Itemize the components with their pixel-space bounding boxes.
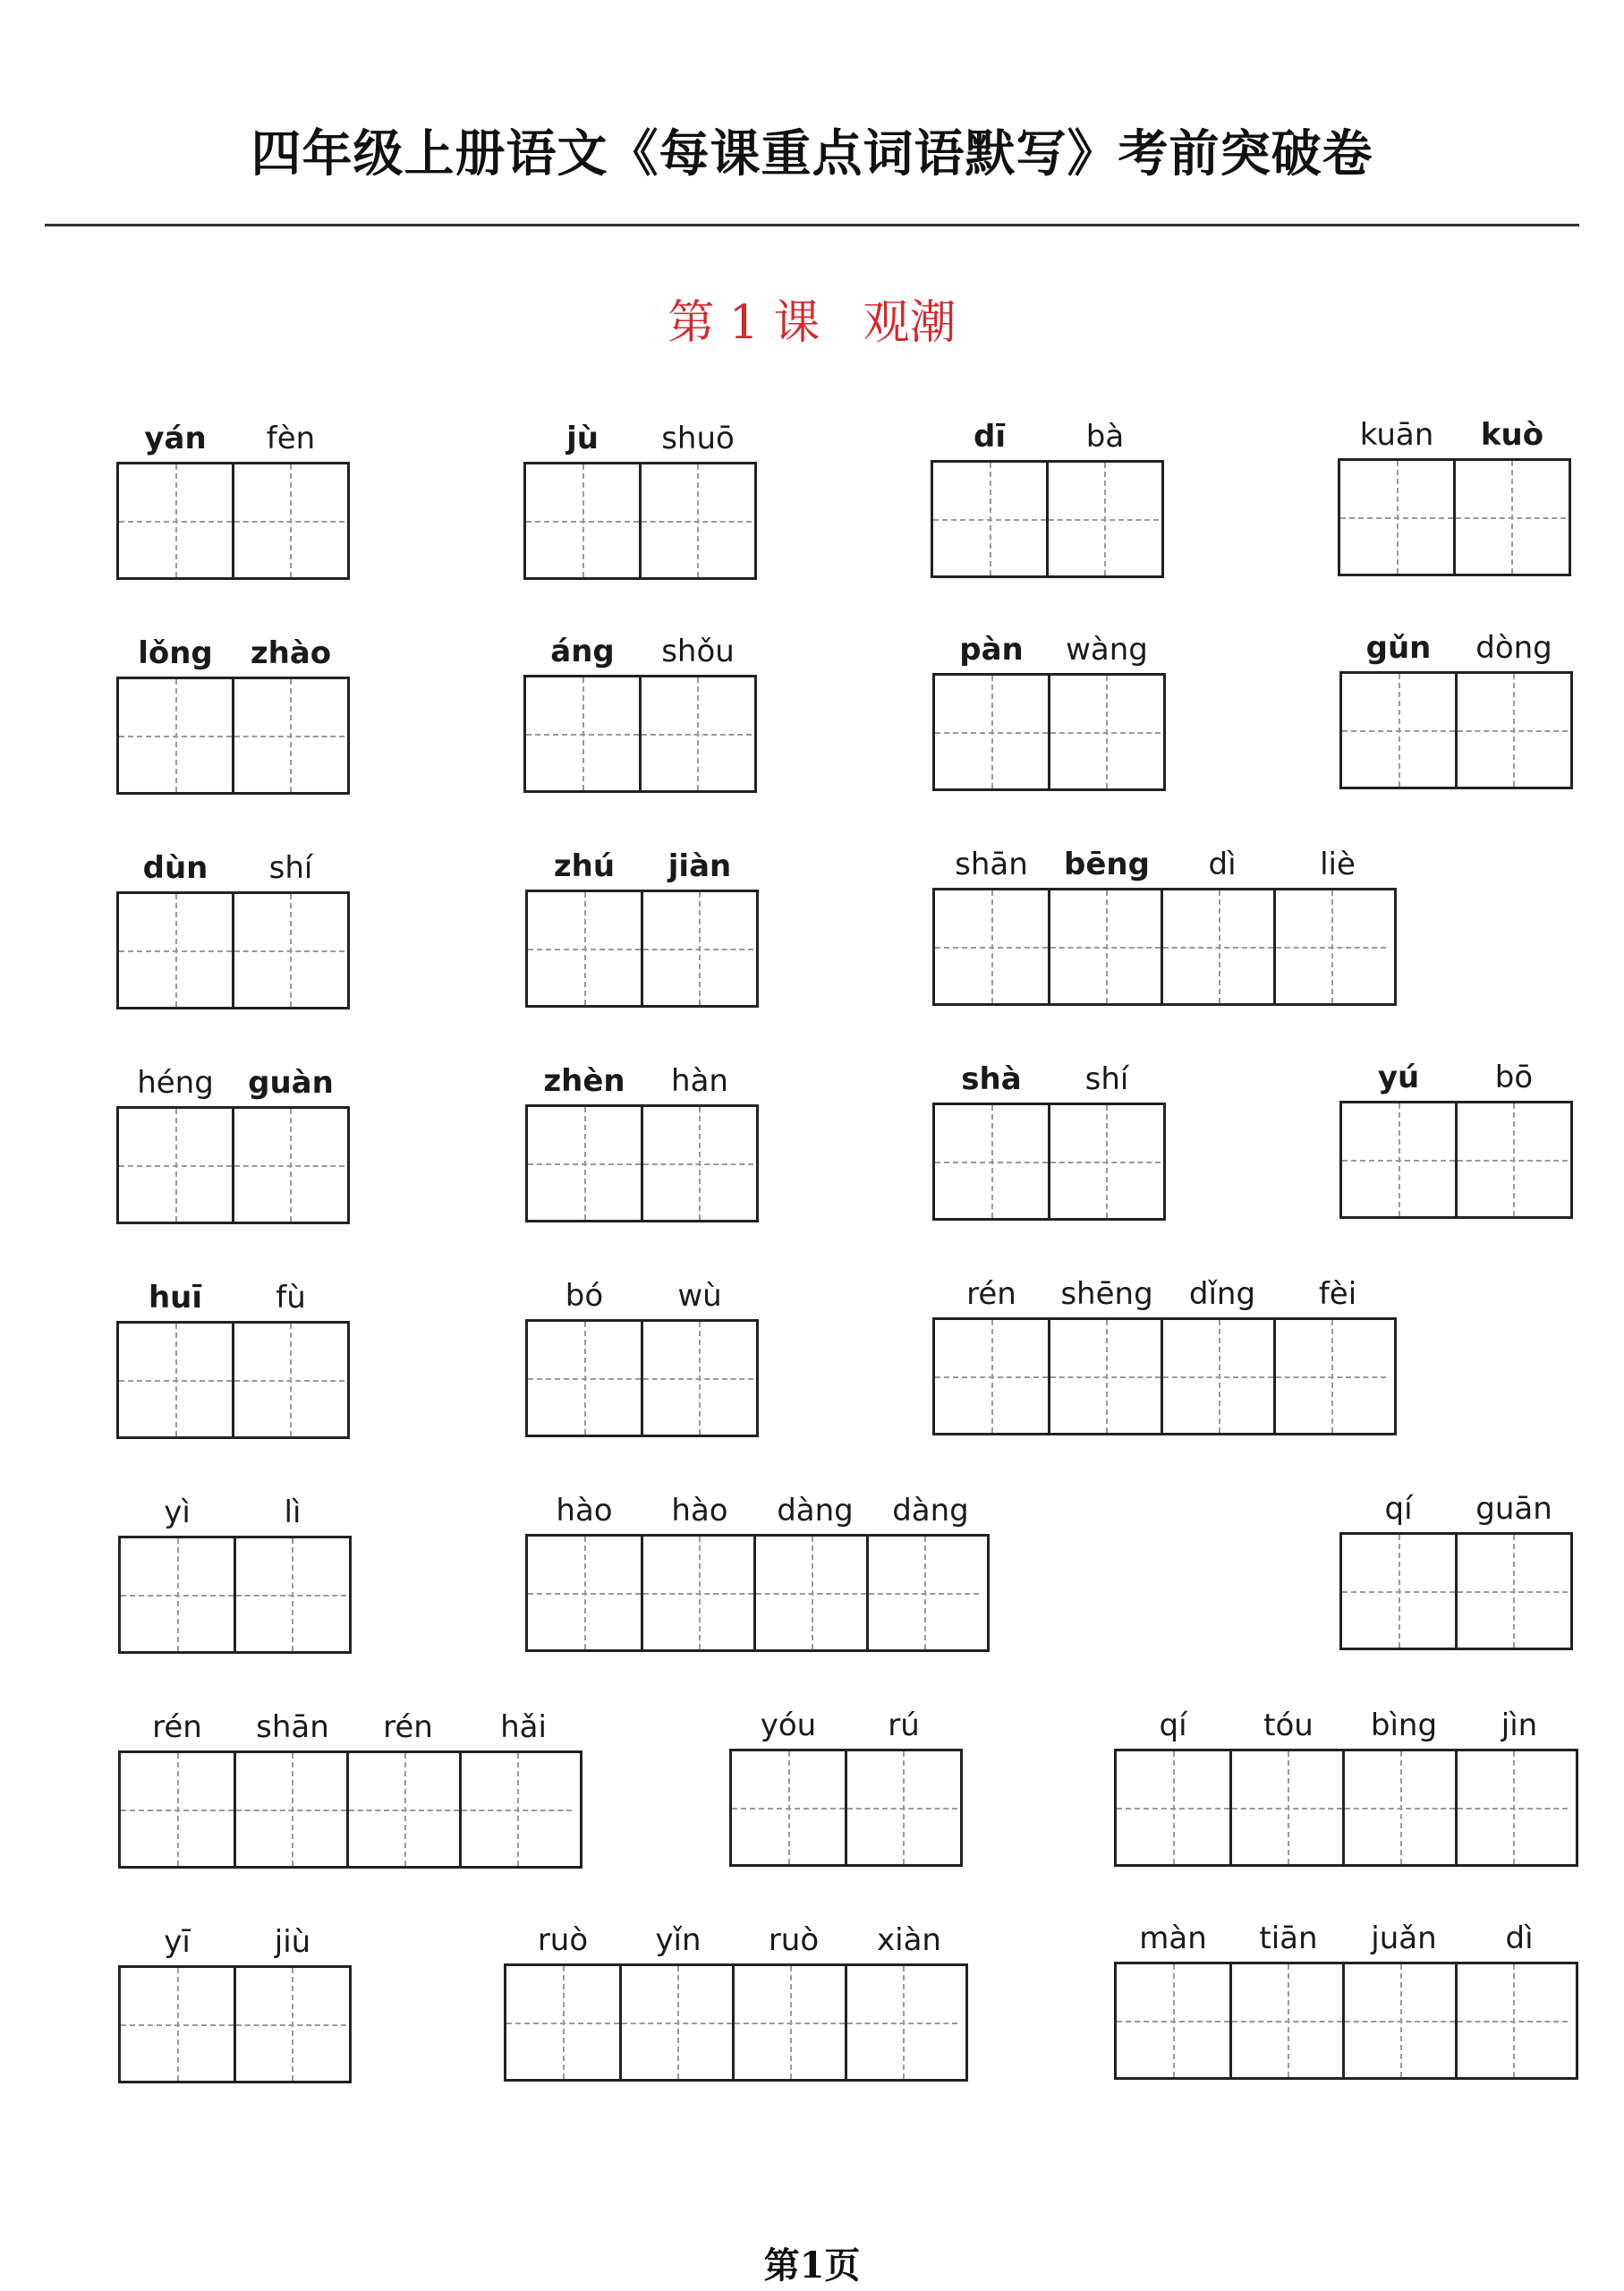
word-item xyxy=(525,839,759,1008)
pinyin-label: kuò xyxy=(1480,417,1544,453)
writing-cell[interactable] xyxy=(346,1753,459,1866)
pinyin-label: lǒng xyxy=(138,635,213,671)
pinyin-label: yì xyxy=(164,1495,191,1530)
writing-cell[interactable] xyxy=(641,892,753,1005)
writing-cell[interactable] xyxy=(234,1753,346,1866)
pinyin-row xyxy=(525,1269,759,1319)
writing-cell[interactable] xyxy=(935,890,1048,1003)
writing-cell[interactable] xyxy=(1273,890,1386,1003)
pinyin-row xyxy=(525,1484,990,1534)
pinyin-row xyxy=(1114,1912,1578,1962)
writing-cell[interactable] xyxy=(1048,1105,1161,1218)
pinyin-row xyxy=(525,839,759,890)
writing-grid xyxy=(118,1536,352,1654)
pinyin-label: dùn xyxy=(142,850,208,886)
pinyin-label: dì xyxy=(1505,1921,1534,1956)
word-item xyxy=(525,1269,759,1437)
writing-cell[interactable] xyxy=(1342,674,1455,787)
writing-cell[interactable] xyxy=(639,464,752,577)
pinyin-label: wù xyxy=(677,1278,722,1314)
pinyin-row xyxy=(116,412,350,462)
writing-cell[interactable] xyxy=(526,677,639,790)
pinyin-label: fèn xyxy=(266,421,316,456)
writing-cell[interactable] xyxy=(1048,890,1161,1003)
pinyin-label: tiān xyxy=(1259,1921,1318,1956)
writing-cell[interactable] xyxy=(119,1324,232,1436)
pinyin-label: yī xyxy=(164,1924,191,1960)
word-item xyxy=(525,1484,990,1652)
pinyin-label: yóu xyxy=(760,1708,817,1743)
writing-cell[interactable] xyxy=(528,1322,641,1435)
writing-cell[interactable] xyxy=(619,1966,732,2079)
writing-cell[interactable] xyxy=(119,894,232,1007)
pinyin-label: hào xyxy=(556,1493,613,1529)
writing-grid xyxy=(525,890,759,1008)
pinyin-row xyxy=(729,1699,963,1749)
word-item xyxy=(1338,408,1571,576)
pinyin-row xyxy=(523,625,757,675)
writing-cell[interactable] xyxy=(866,1537,979,1649)
pinyin-label: ruò xyxy=(768,1922,820,1958)
writing-cell[interactable] xyxy=(1340,461,1453,574)
pinyin-row xyxy=(116,626,350,677)
writing-cell[interactable] xyxy=(1342,1751,1455,1864)
word-item xyxy=(116,1271,350,1439)
pinyin-label: yán xyxy=(144,421,207,456)
pinyin-label: juǎn xyxy=(1371,1921,1437,1956)
pinyin-label: zhào xyxy=(250,635,332,671)
pinyin-label: dǐng xyxy=(1188,1276,1256,1312)
word-item xyxy=(118,1700,582,1869)
pinyin-label: héng xyxy=(137,1065,214,1101)
writing-cell[interactable] xyxy=(1342,1964,1455,2077)
writing-cell[interactable] xyxy=(528,892,641,1005)
writing-cell[interactable] xyxy=(1455,1964,1568,2077)
pinyin-label: shuō xyxy=(661,421,735,456)
pinyin-label: rén xyxy=(383,1709,433,1745)
writing-grid xyxy=(118,1965,352,2083)
word-item xyxy=(729,1699,963,1867)
word-item xyxy=(116,412,350,580)
writing-cell[interactable] xyxy=(1342,1535,1455,1648)
pinyin-label: shí xyxy=(1084,1061,1129,1097)
pinyin-row xyxy=(1339,621,1573,671)
writing-cell[interactable] xyxy=(119,464,232,577)
writing-grid xyxy=(932,888,1397,1006)
word-item xyxy=(1339,1482,1573,1650)
pinyin-row xyxy=(932,623,1166,673)
writing-cell[interactable] xyxy=(1117,1751,1229,1864)
pinyin-label: guān xyxy=(1475,1491,1552,1527)
writing-cell[interactable] xyxy=(232,464,344,577)
pinyin-label: hào xyxy=(671,1493,728,1529)
writing-grid xyxy=(1339,671,1573,789)
writing-grid xyxy=(729,1749,963,1867)
pinyin-label: pàn xyxy=(959,632,1024,668)
word-item xyxy=(116,626,350,795)
pinyin-label: rén xyxy=(966,1276,1016,1312)
writing-grid xyxy=(118,1750,582,1869)
writing-grid xyxy=(932,673,1166,791)
pinyin-label: màn xyxy=(1139,1921,1207,1956)
writing-cell[interactable] xyxy=(1229,1964,1342,2077)
writing-grid xyxy=(1114,1749,1578,1867)
writing-cell[interactable] xyxy=(1117,1964,1229,2077)
writing-cell[interactable] xyxy=(232,1109,344,1222)
pinyin-label: wàng xyxy=(1066,632,1148,668)
pinyin-label: huī xyxy=(148,1280,203,1316)
writing-cell[interactable] xyxy=(732,1751,845,1864)
pinyin-label: xiàn xyxy=(877,1922,941,1958)
title-divider xyxy=(45,224,1579,226)
writing-cell[interactable] xyxy=(641,1107,753,1220)
pinyin-label: hǎi xyxy=(500,1709,547,1745)
word-item xyxy=(1339,1051,1573,1219)
page-title: 四年级上册语文《每课重点词语默写》考前突破卷 xyxy=(251,124,1373,183)
writing-cell[interactable] xyxy=(845,1966,957,2079)
writing-cell[interactable] xyxy=(1455,1751,1568,1864)
pinyin-label: dì xyxy=(1208,847,1237,882)
pinyin-label: zhèn xyxy=(543,1063,625,1099)
writing-cell[interactable] xyxy=(732,1966,845,2079)
pinyin-label: yǐn xyxy=(655,1922,701,1958)
writing-cell[interactable] xyxy=(935,676,1048,788)
writing-grid xyxy=(932,1317,1397,1435)
word-item xyxy=(932,838,1397,1006)
writing-cell[interactable] xyxy=(121,1753,234,1866)
lesson-name: 观潮 xyxy=(863,296,957,350)
pinyin-label: zhú xyxy=(553,848,616,884)
pinyin-row xyxy=(116,1056,350,1106)
pinyin-label: liè xyxy=(1320,847,1356,882)
word-item xyxy=(504,1913,968,2082)
pinyin-label: dòng xyxy=(1475,630,1552,666)
pinyin-row xyxy=(932,1267,1397,1317)
pinyin-label: bēng xyxy=(1064,847,1150,882)
writing-cell[interactable] xyxy=(1161,1320,1273,1433)
pinyin-row xyxy=(116,1271,350,1321)
writing-cell[interactable] xyxy=(526,464,639,577)
pinyin-label: ruò xyxy=(537,1922,589,1958)
writing-grid xyxy=(1338,458,1571,576)
writing-cell[interactable] xyxy=(1455,674,1568,787)
pinyin-row xyxy=(932,838,1397,888)
writing-cell[interactable] xyxy=(1048,676,1161,788)
word-item xyxy=(932,1267,1397,1435)
word-item xyxy=(1114,1912,1578,2080)
word-item xyxy=(932,1052,1166,1221)
pinyin-row xyxy=(1339,1051,1573,1101)
writing-cell[interactable] xyxy=(935,1320,1048,1433)
writing-cell[interactable] xyxy=(528,1107,641,1220)
writing-grid xyxy=(525,1104,759,1222)
writing-cell[interactable] xyxy=(1046,463,1159,575)
pinyin-label: dī xyxy=(974,419,1006,455)
word-item xyxy=(932,623,1166,791)
pinyin-label: bìng xyxy=(1370,1708,1438,1743)
word-item xyxy=(1114,1699,1578,1867)
pinyin-label: bō xyxy=(1494,1060,1534,1095)
writing-grid xyxy=(932,1103,1166,1221)
writing-cell[interactable] xyxy=(1342,1103,1455,1216)
pinyin-row xyxy=(932,1052,1166,1103)
pinyin-label: rén xyxy=(152,1709,202,1745)
pinyin-label: lì xyxy=(284,1495,302,1530)
pinyin-row xyxy=(118,1486,352,1536)
pinyin-row xyxy=(118,1915,352,1965)
writing-grid xyxy=(116,1106,350,1224)
pinyin-label: jù xyxy=(566,421,599,456)
pinyin-label: rú xyxy=(888,1708,920,1743)
pinyin-row xyxy=(1114,1699,1578,1749)
pinyin-label: dàng xyxy=(777,1493,854,1529)
pinyin-row xyxy=(525,1054,759,1104)
writing-grid xyxy=(523,675,757,793)
writing-cell[interactable] xyxy=(1161,890,1273,1003)
pinyin-label: dàng xyxy=(892,1493,969,1529)
pinyin-row xyxy=(1338,408,1571,458)
lesson-number: 第 1 课 xyxy=(667,296,821,350)
pinyin-label: qí xyxy=(1159,1708,1187,1743)
pinyin-label: hàn xyxy=(671,1063,728,1099)
writing-grid xyxy=(525,1319,759,1437)
writing-cell[interactable] xyxy=(641,1322,753,1435)
writing-cell[interactable] xyxy=(753,1537,866,1649)
pinyin-label: guàn xyxy=(248,1065,334,1101)
writing-cell[interactable] xyxy=(121,1538,234,1651)
writing-cell[interactable] xyxy=(459,1753,572,1866)
pinyin-label: yú xyxy=(1377,1060,1420,1095)
pinyin-label: shān xyxy=(955,847,1028,882)
writing-cell[interactable] xyxy=(845,1751,957,1864)
pinyin-row xyxy=(523,412,757,462)
writing-cell[interactable] xyxy=(1453,461,1566,574)
writing-grid xyxy=(116,462,350,580)
writing-cell[interactable] xyxy=(119,679,232,792)
writing-grid xyxy=(116,1321,350,1439)
lesson-heading xyxy=(0,285,1624,352)
word-item xyxy=(523,412,757,580)
writing-cell[interactable] xyxy=(1455,1535,1568,1648)
word-item xyxy=(525,1054,759,1222)
writing-cell[interactable] xyxy=(935,1105,1048,1218)
pinyin-label: shà xyxy=(961,1061,1022,1097)
pinyin-label: gǔn xyxy=(1365,630,1432,666)
writing-cell[interactable] xyxy=(232,679,344,792)
pinyin-row xyxy=(116,841,350,891)
writing-cell[interactable] xyxy=(641,1537,753,1649)
word-item xyxy=(116,1056,350,1224)
word-item xyxy=(118,1486,352,1654)
writing-cell[interactable] xyxy=(528,1537,641,1649)
pinyin-label: jiù xyxy=(274,1924,311,1960)
writing-cell[interactable] xyxy=(232,894,344,1007)
pinyin-label: bà xyxy=(1085,419,1125,455)
writing-grid xyxy=(525,1534,990,1652)
pinyin-label: jìn xyxy=(1501,1708,1538,1743)
word-item xyxy=(523,625,757,793)
writing-grid xyxy=(1339,1532,1573,1650)
pinyin-label: qí xyxy=(1384,1491,1413,1527)
writing-cell[interactable] xyxy=(506,1966,619,2079)
pinyin-label: shǒu xyxy=(661,634,735,669)
writing-grid xyxy=(116,677,350,795)
pinyin-label: áng xyxy=(550,634,615,669)
writing-cell[interactable] xyxy=(1048,1320,1161,1433)
pinyin-row xyxy=(504,1913,968,1963)
pinyin-label: fù xyxy=(276,1280,306,1316)
pinyin-label: jiàn xyxy=(667,848,732,884)
pinyin-label: bó xyxy=(565,1278,604,1314)
pinyin-row xyxy=(931,410,1164,460)
writing-grid xyxy=(116,891,350,1009)
pinyin-label: kuān xyxy=(1359,417,1434,453)
writing-grid xyxy=(1339,1101,1573,1219)
word-item xyxy=(1339,621,1573,789)
pinyin-label: shān xyxy=(256,1709,329,1745)
writing-grid xyxy=(931,460,1164,578)
writing-cell[interactable] xyxy=(232,1324,344,1436)
pinyin-label: tóu xyxy=(1263,1708,1314,1743)
writing-grid xyxy=(523,462,757,580)
writing-cell[interactable] xyxy=(119,1109,232,1222)
writing-cell[interactable] xyxy=(121,1968,234,2081)
pinyin-label: shí xyxy=(268,850,313,886)
pinyin-label: shēng xyxy=(1060,1276,1153,1312)
page-number: 第1页 xyxy=(763,2244,861,2287)
writing-cell[interactable] xyxy=(1455,1103,1568,1216)
writing-grid xyxy=(1114,1962,1578,2080)
pinyin-row xyxy=(1339,1482,1573,1532)
pinyin-row xyxy=(118,1700,582,1750)
writing-cell[interactable] xyxy=(639,677,752,790)
writing-cell[interactable] xyxy=(1273,1320,1386,1433)
word-item xyxy=(116,841,350,1009)
word-item xyxy=(118,1915,352,2083)
writing-cell[interactable] xyxy=(234,1538,346,1651)
writing-cell[interactable] xyxy=(1229,1751,1342,1864)
writing-cell[interactable] xyxy=(933,463,1046,575)
writing-grid xyxy=(504,1963,968,2082)
writing-cell[interactable] xyxy=(234,1968,346,2081)
word-item xyxy=(931,410,1164,578)
pinyin-label: fèi xyxy=(1318,1276,1357,1312)
